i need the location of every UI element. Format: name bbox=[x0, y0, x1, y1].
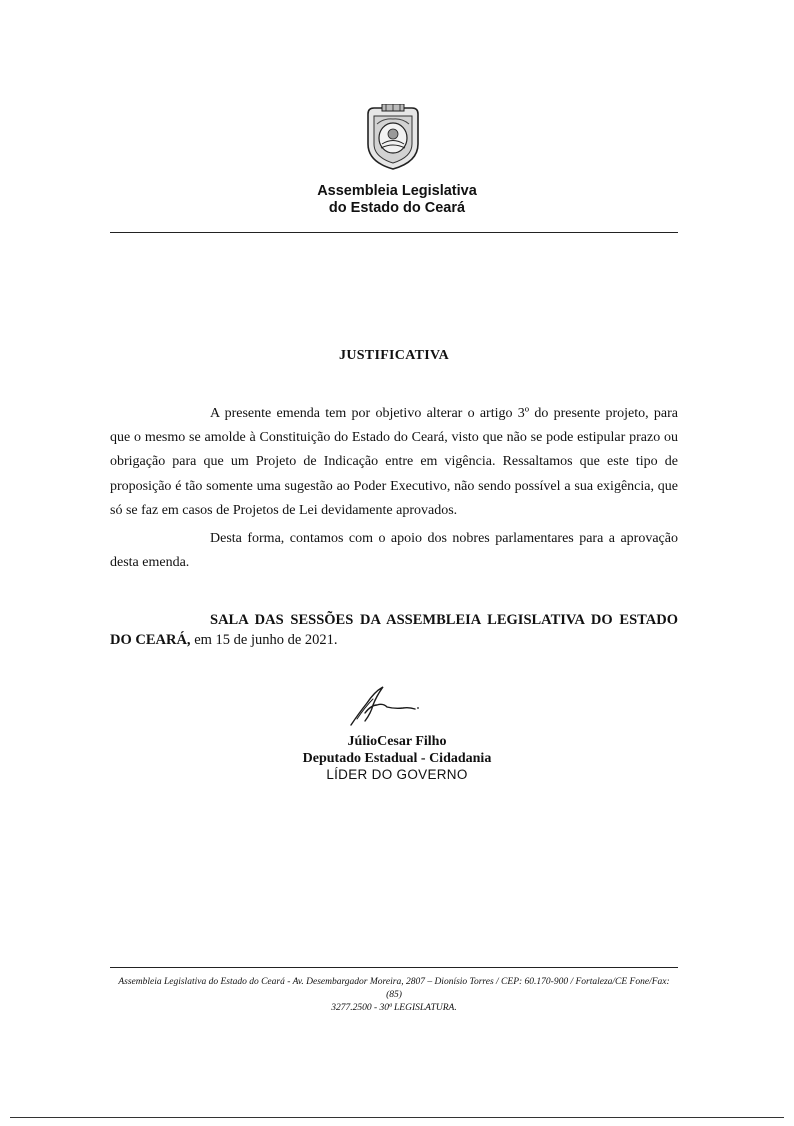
footer-address bbox=[110, 976, 678, 1015]
header-institution-line-2: do Estado do Ceará bbox=[328, 200, 466, 216]
state-coat-of-arms-icon bbox=[364, 104, 422, 172]
header-institution-line-1: Assembleia Legislativa bbox=[317, 183, 477, 199]
handwritten-signature bbox=[343, 683, 423, 729]
footer-address-line-1: Assembleia Legislativa do Estado do Ceará - Av. Desembargador Moreira, 2807 – Dionísio Torres / CEP: 60.170-900 / Fortaleza/CE Fone/Fax: (85) bbox=[118, 977, 670, 1000]
footer-address-line-2: 3277.2500 - 30ª LEGISLATURA. bbox=[331, 1003, 457, 1013]
body-paragraph-1: A presente emenda tem por objetivo alterar o artigo 3º do presente projeto, para que o mesmo se amolde à Constituição do Estado do Ceará, visto que não se pode estipular prazo ou obrigação para que um Projeto de Indicação entre em vigência. Ressaltamos que este tipo de proposição é tão somente uma sugestão ao Poder Executivo, não sendo possível a sua exigência, que só se faz em casos de Projetos de Lei devidamente aprovados. bbox=[110, 406, 678, 518]
signatory-role: Deputado Estadual - Cidadania bbox=[302, 751, 492, 766]
closing-date: em 15 de junho de 2021. bbox=[190, 632, 338, 648]
signatory-title: LÍDER DO GOVERNO bbox=[326, 767, 468, 782]
closing-statement bbox=[110, 610, 678, 650]
body-paragraph-2: Desta forma, contamos com o apoio dos nobres parlamentares para a aprovação desta emenda. bbox=[110, 531, 678, 571]
footer-divider bbox=[110, 967, 678, 968]
page-bottom-edge bbox=[10, 1117, 784, 1118]
document-title: JUSTIFICATIVA bbox=[339, 348, 449, 363]
signatory-name: JúlioCesar Filho bbox=[347, 734, 447, 749]
closing-session-hall: SALA DAS SESSÕES DA ASSEMBLEIA LEGISLATIVA DO ESTADO DO CEARÁ, bbox=[110, 612, 678, 648]
header-divider bbox=[110, 232, 678, 233]
